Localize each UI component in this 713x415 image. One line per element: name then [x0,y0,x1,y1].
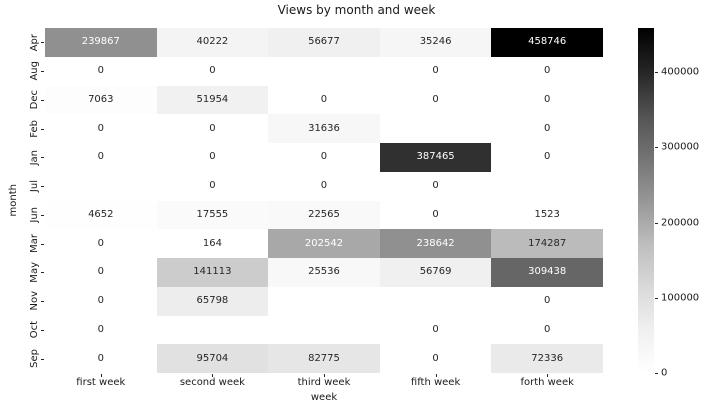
heatmap-cell: 0 [268,86,380,115]
tick-mark [41,244,44,245]
tick-mark [41,272,44,273]
y-tick-label-text: Feb [28,119,40,138]
x-tick-label: fifth week [410,377,461,388]
colorbar-tick-label: 300000 [661,141,700,153]
heatmap-cell: 0 [491,86,603,115]
heatmap-cell: 0 [45,114,157,143]
heatmap-cell: 309438 [491,258,603,287]
heatmap-cell: 0 [45,143,157,172]
y-tick-label-text: Aug [28,61,40,81]
y-tick-label [27,28,41,57]
heatmap-cell: 141113 [157,258,269,287]
tick-mark [41,157,44,158]
tick-mark [41,71,44,72]
y-tick-label-text: Jun [28,207,40,223]
y-axis-label-text: month [7,184,19,217]
heatmap-cell: 56769 [380,258,492,287]
y-tick-label [27,201,41,230]
colorbar [638,28,654,373]
colorbar-tick-label: 100000 [661,292,700,304]
tick-mark [41,100,44,101]
heatmap-cell [268,57,380,86]
heatmap-cell [268,287,380,316]
heatmap-cell [268,316,380,345]
heatmap-cell: 0 [491,114,603,143]
heatmap-cell: 0 [45,316,157,345]
heatmap-cell: 65798 [157,287,269,316]
y-tick-label-text: Dec [28,90,40,110]
x-axis-label: week [310,392,338,403]
tick-mark [41,186,44,187]
y-tick-label [27,143,41,172]
heatmap-cell: 0 [157,114,269,143]
heatmap-cell: 0 [45,57,157,86]
heatmap-cell: 239867 [45,28,157,57]
heatmap-cell: 0 [45,287,157,316]
heatmap-cell: 458746 [491,28,603,57]
heatmap-cell: 174287 [491,229,603,258]
heatmap-cell: 202542 [268,229,380,258]
tick-mark [655,72,658,73]
heatmap-cell: 0 [491,143,603,172]
tick-mark [41,42,44,43]
tick-mark [655,298,658,299]
heatmap-cell: 95704 [157,344,269,373]
y-tick-label-text: Sep [28,349,40,369]
colorbar-tick-label: 400000 [661,66,700,78]
tick-mark [41,301,44,302]
colorbar-gradient [638,28,654,373]
y-tick-label-text: Apr [28,33,40,52]
heatmap-cell: 51954 [157,86,269,115]
heatmap-cell: 82775 [268,344,380,373]
y-tick-label-text: Jul [28,180,40,193]
tick-mark [41,330,44,331]
heatmap-cell: 0 [380,57,492,86]
heatmap-cell: 0 [380,172,492,201]
x-tick-label: forth week [520,377,574,388]
heatmap-cell [380,287,492,316]
heatmap-cell: 0 [268,143,380,172]
heatmap-cell [380,114,492,143]
y-tick-label-text: Nov [28,291,40,311]
heatmap-cell: 0 [380,344,492,373]
colorbar-tick-label: 0 [661,367,668,379]
y-tick-label [27,258,41,287]
heatmap-cell: 22565 [268,201,380,230]
y-tick-label [27,57,41,86]
heatmap-cell: 0 [491,287,603,316]
y-tick-label-text: Mar [28,234,40,254]
heatmap-cell: 0 [491,57,603,86]
heatmap-cell: 1523 [491,201,603,230]
heatmap-cell: 0 [45,229,157,258]
x-tick-labels [45,377,603,388]
y-tick-label [27,172,41,201]
tick-mark [655,147,658,148]
y-axis-label [6,28,20,373]
tick-mark [41,129,44,130]
heatmap-cell: 0 [45,344,157,373]
heatmap-cell: 4652 [45,201,157,230]
x-tick-label: second week [179,377,245,388]
heatmap-cell: 387465 [380,143,492,172]
heatmap-cell: 31636 [268,114,380,143]
colorbar-tick-label: 200000 [661,217,700,229]
chart-title: Views by month and week [277,3,436,17]
x-tick-label: first week [76,377,126,388]
heatmap-cell: 238642 [380,229,492,258]
heatmap-cell [491,172,603,201]
x-tick-label: third week [297,377,351,388]
heatmap-grid [45,28,603,373]
heatmap-cell: 0 [157,143,269,172]
heatmap-cell: 0 [45,258,157,287]
y-tick-label [27,229,41,258]
y-tick-label-text: May [28,262,40,283]
tick-mark [41,215,44,216]
y-tick-label-text: Oct [28,321,40,339]
tick-mark [655,223,658,224]
heatmap-cell [157,316,269,345]
heatmap-cell: 164 [157,229,269,258]
heatmap-cell: 0 [380,201,492,230]
y-tick-label [27,114,41,143]
heatmap-cell: 0 [268,172,380,201]
heatmap-cell [45,172,157,201]
y-tick-labels [27,28,41,373]
tick-mark [41,359,44,360]
heatmap-cell: 0 [157,57,269,86]
tick-mark [655,373,658,374]
y-tick-label [27,86,41,115]
heatmap-cell: 7063 [45,86,157,115]
heatmap-cell: 35246 [380,28,492,57]
heatmap-cell: 40222 [157,28,269,57]
heatmap-cell: 72336 [491,344,603,373]
heatmap-cell: 0 [380,86,492,115]
heatmap-cell: 56677 [268,28,380,57]
heatmap-cell: 25536 [268,258,380,287]
y-tick-label [27,316,41,345]
y-tick-label-text: Jan [28,149,40,166]
y-tick-label [27,344,41,373]
heatmap-cell: 0 [491,316,603,345]
heatmap-cell: 0 [157,172,269,201]
y-tick-label [27,287,41,316]
heatmap-cell: 0 [380,316,492,345]
heatmap-cell: 17555 [157,201,269,230]
